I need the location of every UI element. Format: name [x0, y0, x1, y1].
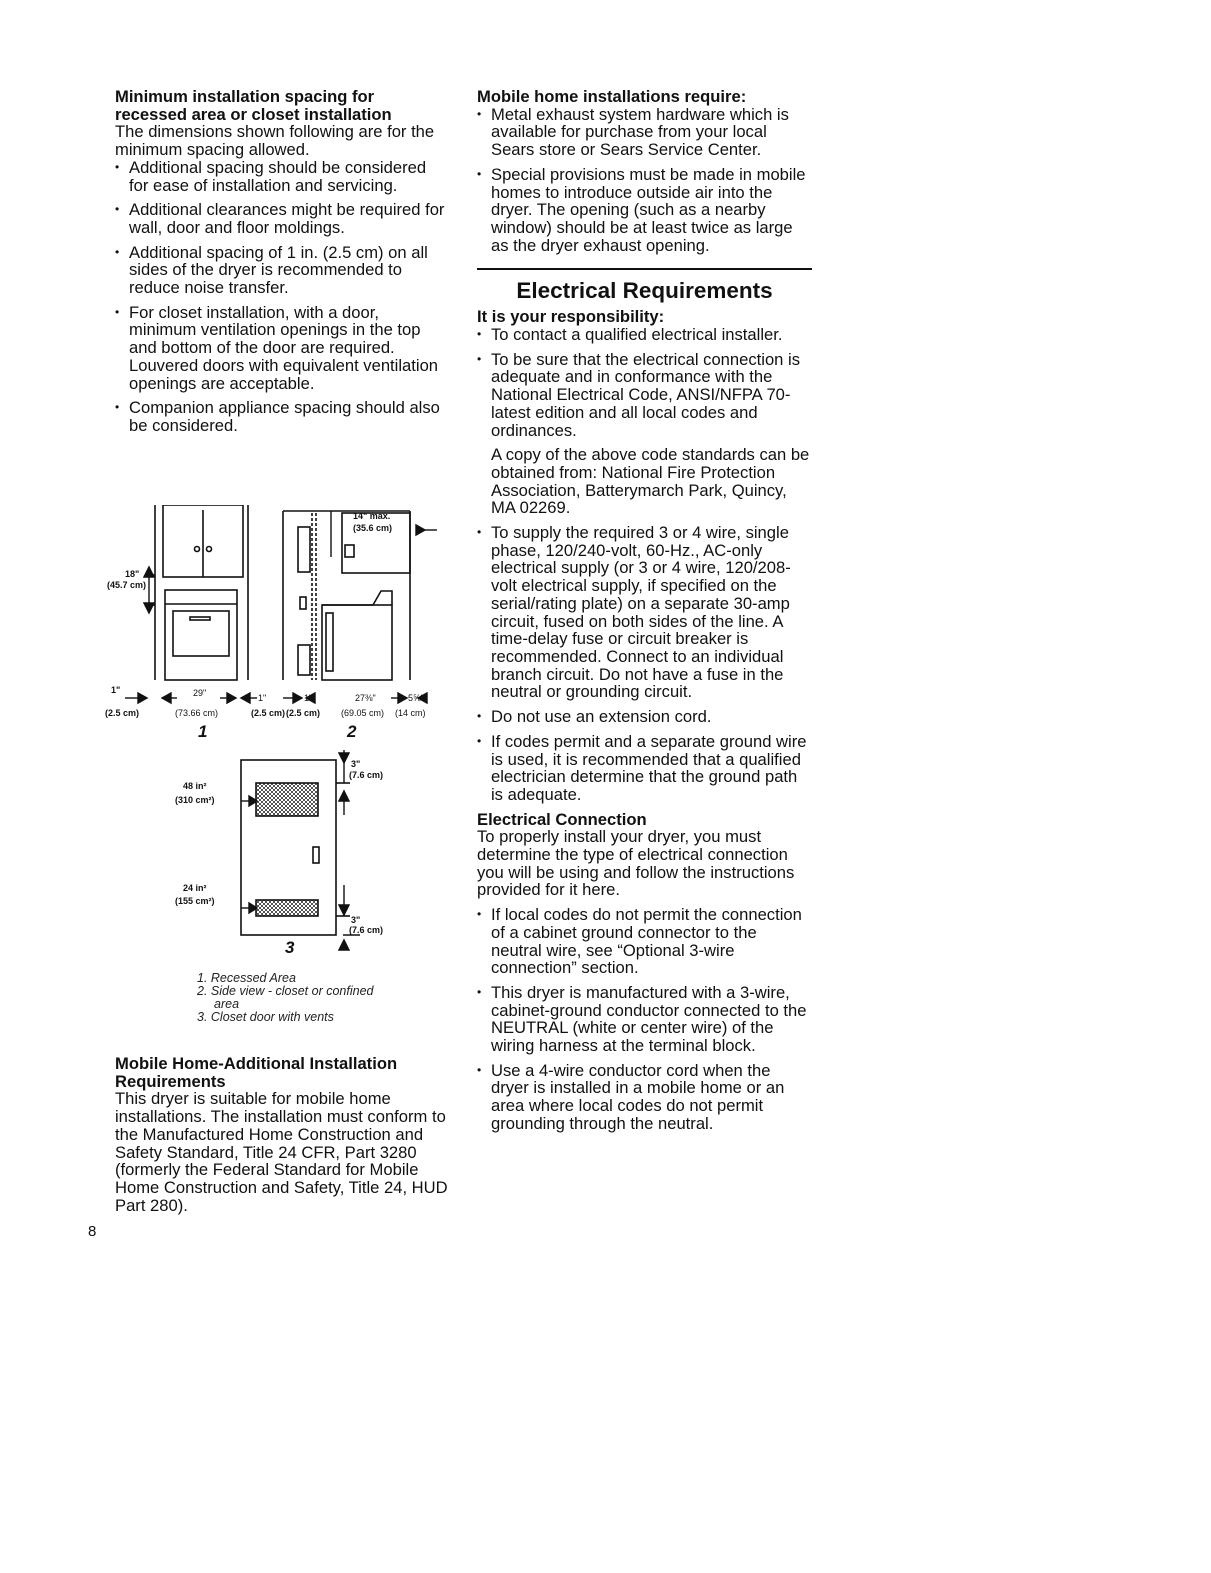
mobile-require-list — [477, 106, 812, 255]
fig3-number: 3 — [285, 938, 295, 955]
spacing-bullet: • Companion appliance spacing should also be considered. — [115, 399, 450, 434]
fig3-vent-bottom-cm: (155 cm²) — [175, 896, 215, 906]
responsibility-bullet: • To contact a qualified electrical installer. — [477, 326, 812, 344]
responsibility-list-continued — [477, 524, 812, 804]
fig1-height-in: 18" — [125, 569, 140, 579]
fig1-recessed-area-drawing — [145, 505, 248, 680]
fig3-vent-bottom-in: 24 in² — [183, 883, 207, 893]
spacing-bullet: • For closet installation, with a door, minimum ventilation openings in the top and bottom of the door are required. Louvered doors with equivalent ventilation openings are acceptable. — [115, 304, 450, 393]
fig1-width-in: 29" — [193, 688, 207, 698]
fig2-side-view-drawing — [283, 511, 410, 680]
fig2-front-cm: (14 cm) — [395, 708, 426, 718]
responsibility-list — [477, 326, 812, 439]
lower-vent — [256, 900, 318, 916]
fig2-top-in: 14" max. — [353, 511, 391, 521]
responsibility-bullet: • Do not use an extension cord. — [477, 708, 812, 726]
responsibility-heading: It is your responsibility: — [477, 307, 665, 327]
code-copy-note: A copy of the above code standards can be obtained from: National Fire Protection Association, Batterymarch Park, Quincy, MA 02269. — [491, 445, 810, 518]
fig3-top-in: 3" — [351, 759, 361, 769]
connection-bullet: • If local codes do not permit the connection of a cabinet ground connector to the neutral wire, see “Optional 3-wire connection” section. — [477, 906, 812, 977]
fig1-width-cm: (73.66 cm) — [175, 708, 219, 718]
fig3-bottom-cm: (7.6 cm) — [349, 925, 384, 935]
fig2-depth-in: 27⅜" — [355, 693, 376, 703]
mobile-home-additional-section — [115, 1055, 450, 1214]
fig1-side2-cm: (2.5 cm) — [251, 708, 286, 718]
mobile-require-bullet: • Metal exhaust system hardware which is available for purchase from your local Sears store or Sears Service Center. — [477, 106, 812, 159]
fig2-number: 2 — [347, 722, 357, 741]
spacing-heading: Minimum installation spacing for recessed area or closet installation — [115, 87, 392, 124]
connection-list — [477, 906, 812, 1132]
upper-shelf — [342, 513, 410, 573]
connection-bullet: • This dryer is manufactured with a 3-wire, cabinet-ground conductor connected to the NEUTRAL (white or center wire) of the wiring harness at the terminal block. — [477, 984, 812, 1055]
fig1-side2-in: 1" — [258, 693, 267, 703]
caption: area — [214, 997, 240, 1011]
fig1-side-cm: (2.5 cm) — [105, 708, 140, 718]
spacing-bullet: • Additional spacing of 1 in. (2.5 cm) on all sides of the dryer is recommended to reduce noise transfer. — [115, 244, 450, 297]
fig1-side-in: 1" — [111, 685, 121, 695]
left-column — [115, 88, 450, 442]
spacing-intro: The dimensions shown following are for the minimum spacing allowed. — [115, 122, 435, 160]
mobile-require-heading: Mobile home installations require: — [477, 87, 747, 106]
fig2-back-in: 1" — [304, 693, 313, 703]
fig1-number: 1 — [198, 722, 208, 741]
caption: 2. Side view - closet or confined — [197, 984, 374, 998]
connection-bullet: • Use a 4-wire conductor cord when the dryer is installed in a mobile home or an area where local codes do not permit grounding through the neutral. — [477, 1062, 812, 1133]
mobile-additional-heading: Mobile Home-Additional Installation Requirements — [115, 1054, 398, 1091]
fig2-front-in: 5⅝" — [408, 693, 424, 703]
caption: 1. Recessed Area — [197, 971, 296, 985]
fig3-vent-top-in: 48 in² — [183, 781, 207, 791]
page-number: 8 — [88, 1223, 97, 1240]
section-divider — [477, 268, 812, 270]
connection-body: To properly install your dryer, you must determine the type of electrical connection you will be using and follow the instructions provided for it here. — [477, 827, 795, 900]
figure-captions — [197, 972, 373, 1024]
fig3-bottom-in: 3" — [351, 915, 361, 925]
fig1-height-cm: (45.7 cm) — [107, 580, 147, 590]
responsibility-bullet: • If codes permit and a separate ground wire is used, it is recommended that a qualified electrician determine that the ground path is adequate. — [477, 733, 812, 804]
responsibility-bullet: • To be sure that the electrical connection is adequate and in conformance with the National Electrical Code, ANSI/NFPA 70-latest edition and all local codes and ordinances. — [477, 351, 812, 440]
right-column — [477, 88, 812, 1140]
mobile-require-bullet: • Special provisions must be made in mobile homes to introduce outside air into the dryer. The opening (such as a nearby window) should be at least twice as large as the dryer exhaust opening. — [477, 166, 812, 255]
mobile-additional-body: This dryer is suitable for mobile home installations. The installation must conform to the Manufactured Home Construction and Safety Standard, Title 24 CFR, Part 3280 (formerly the Federal Standard for Mobile Home Construction and Safety, Title 24, HUD Part 280). — [115, 1089, 448, 1215]
spacing-bullet: • Additional clearances might be required for wall, door and floor moldings. — [115, 201, 450, 236]
fig2-depth-cm: (69.05 cm) — [341, 708, 385, 718]
responsibility-bullet: • To supply the required 3 or 4 wire, single phase, 120/240-volt, 60-Hz., AC-only electrical supply (or 3 or 4 wire, 120/208-volt electrical supply, if specified on the serial/rating plate) on a separate 30-amp circuit, fused on both sides of the line. A time-delay fuse or circuit breaker is recommended. Connect to an individual branch circuit. Do not have a fuse in the neutral or grounding circuit. — [477, 524, 812, 701]
spacing-diagram — [105, 505, 445, 955]
fig3-top-cm: (7.6 cm) — [349, 770, 384, 780]
fig2-back-cm: (2.5 cm) — [286, 708, 321, 718]
installation-spacing-figure — [105, 505, 445, 955]
spacing-bullet: • Additional spacing should be considered for ease of installation and servicing. — [115, 159, 450, 194]
connection-heading: Electrical Connection — [477, 809, 647, 829]
upper-vent — [256, 783, 318, 816]
caption: 3. Closet door with vents — [197, 1010, 334, 1024]
electrical-title: Electrical Requirements — [516, 278, 773, 304]
spacing-bullet-list — [115, 159, 450, 435]
fig3-vent-top-cm: (310 cm²) — [175, 795, 215, 805]
fig2-top-cm: (35.6 cm) — [353, 523, 393, 533]
